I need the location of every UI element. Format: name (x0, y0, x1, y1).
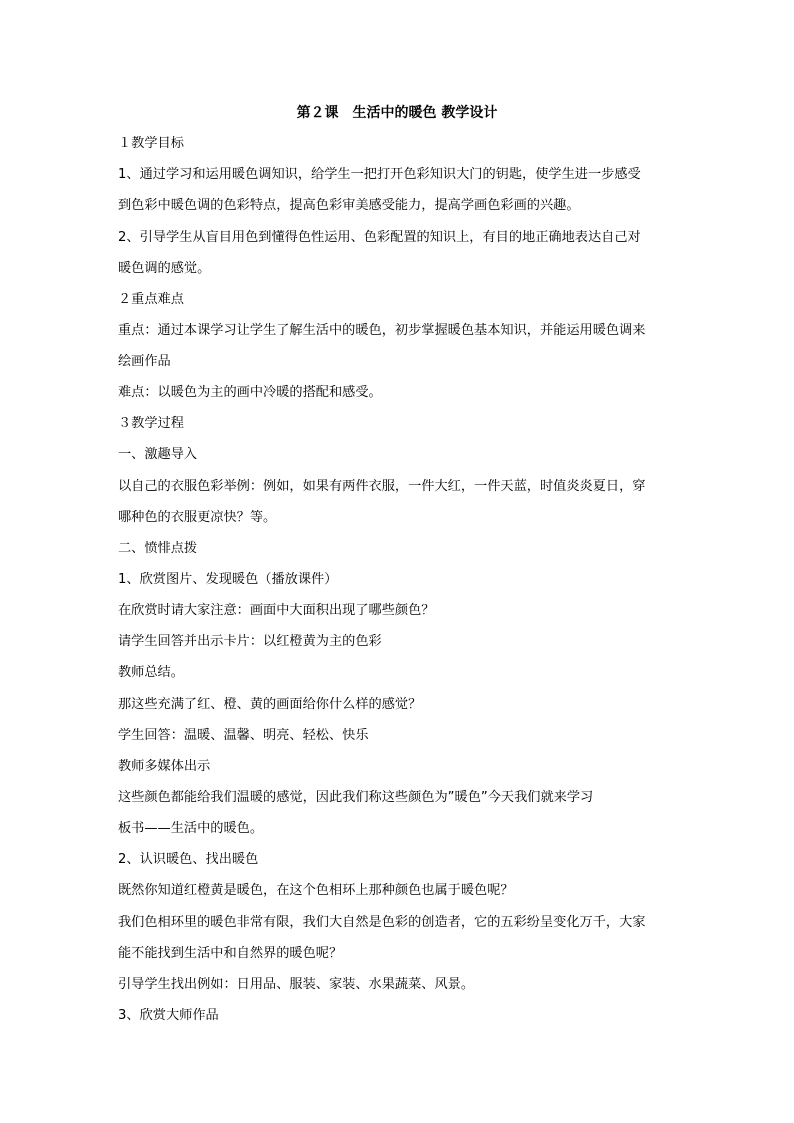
paragraph-line: 绘画作品 (118, 354, 171, 369)
paragraph-line: 引导学生找出例如：日用品、服装、家装、水果蔬菜、风景。 (118, 977, 475, 992)
paragraph-line: 教师总结。 (118, 665, 184, 680)
paragraph-line: 请学生回答并出示卡片：以红橙黄为主的色彩 (118, 634, 382, 649)
section-heading: １教学目标 (118, 136, 184, 151)
document-title: 第２课 生活中的暖色 教学设计 (296, 105, 498, 121)
subheading: 一、激趣导入 (118, 447, 198, 462)
paragraph-line: 哪种色的衣服更凉快？等。 (118, 510, 277, 525)
section-heading: ２重点难点 (118, 292, 184, 307)
paragraph-line: 以自己的衣服色彩举例：例如，如果有两件衣服，一件大红，一件天蓝，时值炎炎夏日，穿 (118, 479, 646, 494)
paragraph-line: 我们色相环里的暖色非常有限，我们大自然是色彩的创造者，它的五彩纷呈变化万千，大家 (118, 915, 646, 930)
paragraph-line: 1、通过学习和运用暖色调知识，给学生一把打开色彩知识大门的钥匙，使学生进一步感受 (118, 167, 641, 182)
subheading: 2、认识暖色、找出暖色 (118, 852, 259, 867)
subheading: 3、欣赏大师作品 (118, 1008, 219, 1023)
paragraph-line: 到色彩中暖色调的色彩特点，提高色彩审美感受能力，提高学画色彩画的兴趣。 (118, 198, 580, 213)
subheading: 1、欣赏图片、发现暖色（播放课件） (118, 572, 338, 587)
paragraph-line: 2、引导学生从盲目用色到懂得色性运用、色彩配置的知识上，有目的地正确地表达自己对 (118, 230, 641, 245)
paragraph-line: 在欣赏时请大家注意：画面中大面积出现了哪些颜色？ (118, 603, 435, 618)
paragraph-line: 重点：通过本课学习让学生了解生活中的暖色，初步掌握暖色基本知识，并能运用暖色调来 (118, 323, 646, 338)
paragraph-line: 难点：以暖色为主的画中冷暖的搭配和感受。 (118, 385, 382, 400)
section-heading: ３教学过程 (118, 416, 184, 431)
paragraph-line: 板书——生活中的暖色。 (118, 821, 264, 836)
subheading: 二、愤悱点拨 (118, 541, 198, 556)
paragraph-line: 既然你知道红橙黄是暖色，在这个色相环上那种颜色也属于暖色呢？ (118, 883, 514, 898)
paragraph-line: 能不能找到生活中和自然界的暖色呢？ (118, 946, 343, 961)
paragraph-line: 学生回答：温暖、温馨、明亮、轻松、快乐 (118, 728, 369, 743)
paragraph-line: 这些颜色都能给我们温暖的感觉，因此我们称这些颜色为”暖色”今天我们就来学习 (118, 790, 594, 805)
paragraph-line: 暖色调的感觉。 (118, 261, 211, 276)
paragraph-line: 那这些充满了红、橙、黄的画面给你什么样的感觉？ (118, 697, 422, 712)
paragraph-line: 教师多媒体出示 (118, 759, 211, 774)
